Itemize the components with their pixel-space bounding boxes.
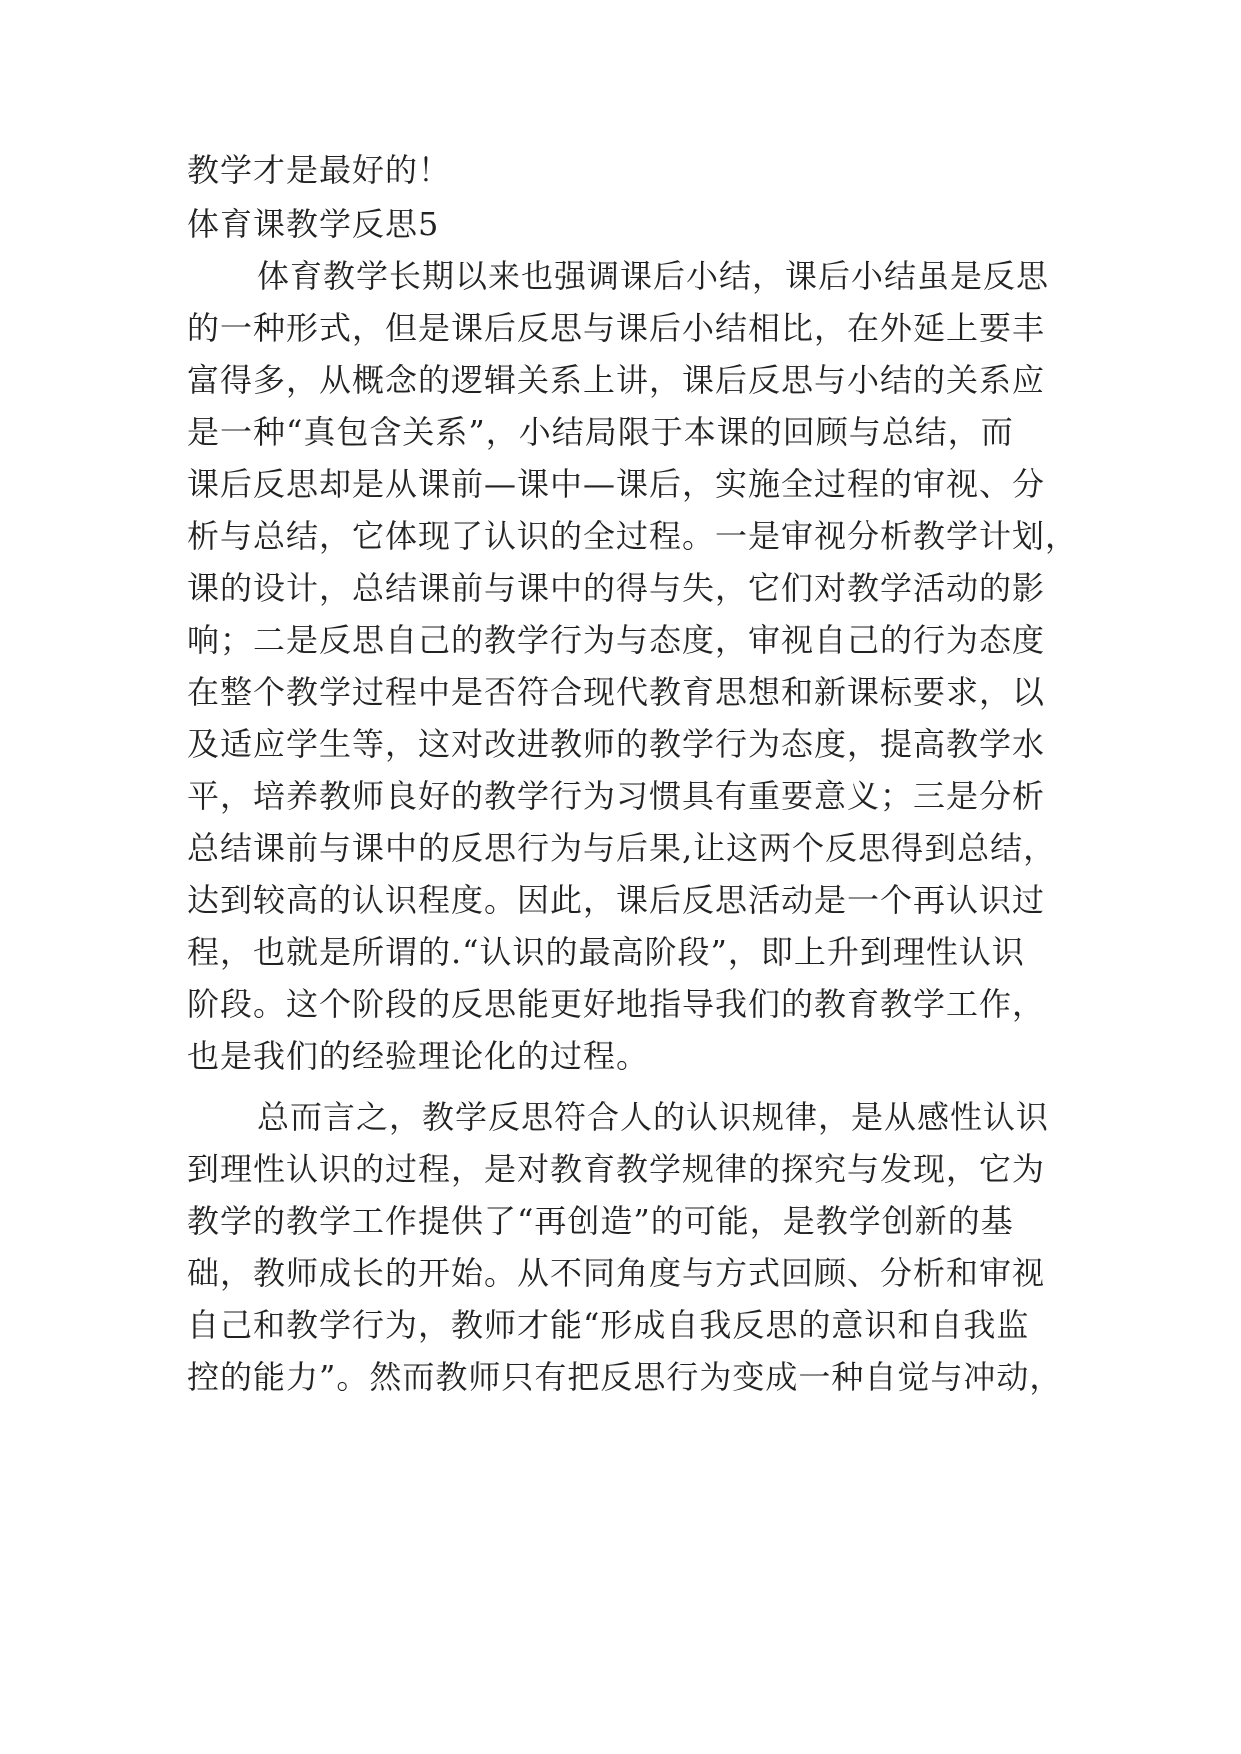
paragraph-1-line-2: 的一种形式，但是课后反思与课后小结相比，在外延上要丰: [187, 309, 1046, 347]
paragraph-1-line-4: 是一种“真包含关系”，小结局限于本课的回顾与总结，而: [187, 413, 1014, 451]
paragraph-1-line-1: 体育教学长期以来也强调课后小结，课后小结虽是反思: [257, 257, 1050, 295]
section-heading: 体育课教学反思5: [187, 205, 440, 243]
paragraph-2-line-3: 教学的教学工作提供了“再创造”的可能，是教学创新的基: [187, 1202, 1014, 1240]
paragraph-1-line-14: 程，也就是所谓的.“认识的最高阶段”，即上升到理性认识: [187, 933, 1025, 971]
paragraph-1-line-6: 析与总结，它体现了认识的全过程。一是审视分析教学计划，: [187, 517, 1079, 555]
paragraph-1-line-13: 达到较高的认识程度。因此，课后反思活动是一个再认识过: [187, 881, 1046, 919]
paragraph-2-line-2: 到理性认识的过程，是对教育教学规律的探究与发现，它为: [187, 1150, 1046, 1188]
text-line-ending: 教学才是最好的！: [187, 151, 452, 189]
paragraph-2-line-5: 自己和教学行为，教师才能“形成自我反思的意识和自我监: [187, 1306, 1030, 1344]
paragraph-2-line-1: 总而言之，教学反思符合人的认识规律，是从感性认识: [257, 1098, 1050, 1136]
paragraph-1-line-7: 课的设计，总结课前与课中的得与失，它们对教学活动的影: [187, 569, 1046, 607]
paragraph-1-line-15: 阶段。这个阶段的反思能更好地指导我们的教育教学工作，: [187, 985, 1046, 1023]
paragraph-1-line-9: 在整个教学过程中是否符合现代教育思想和新课标要求，以: [187, 673, 1046, 711]
paragraph-1-line-10: 及适应学生等，这对改进教师的教学行为态度，提高教学水: [187, 725, 1046, 763]
paragraph-1-line-16: 也是我们的经验理论化的过程。: [187, 1037, 650, 1075]
paragraph-1-line-11: 平，培养教师良好的教学行为习惯具有重要意义；三是分析: [187, 777, 1046, 815]
paragraph-2-line-4: 础，教师成长的开始。从不同角度与方式回顾、分析和审视: [187, 1254, 1046, 1292]
paragraph-1-line-3: 富得多，从概念的逻辑关系上讲，课后反思与小结的关系应: [187, 361, 1046, 399]
paragraph-1-line-5: 课后反思却是从课前—课中—课后，实施全过程的审视、分: [187, 465, 1046, 503]
paragraph-2-line-6: 控的能力”。然而教师只有把反思行为变成一种自觉与冲动，: [187, 1358, 1063, 1396]
paragraph-1-line-8: 响；二是反思自己的教学行为与态度，审视自己的行为态度: [187, 621, 1046, 659]
paragraph-1-line-12: 总结课前与课中的反思行为与后果,让这两个反思得到总结，: [187, 829, 1057, 867]
